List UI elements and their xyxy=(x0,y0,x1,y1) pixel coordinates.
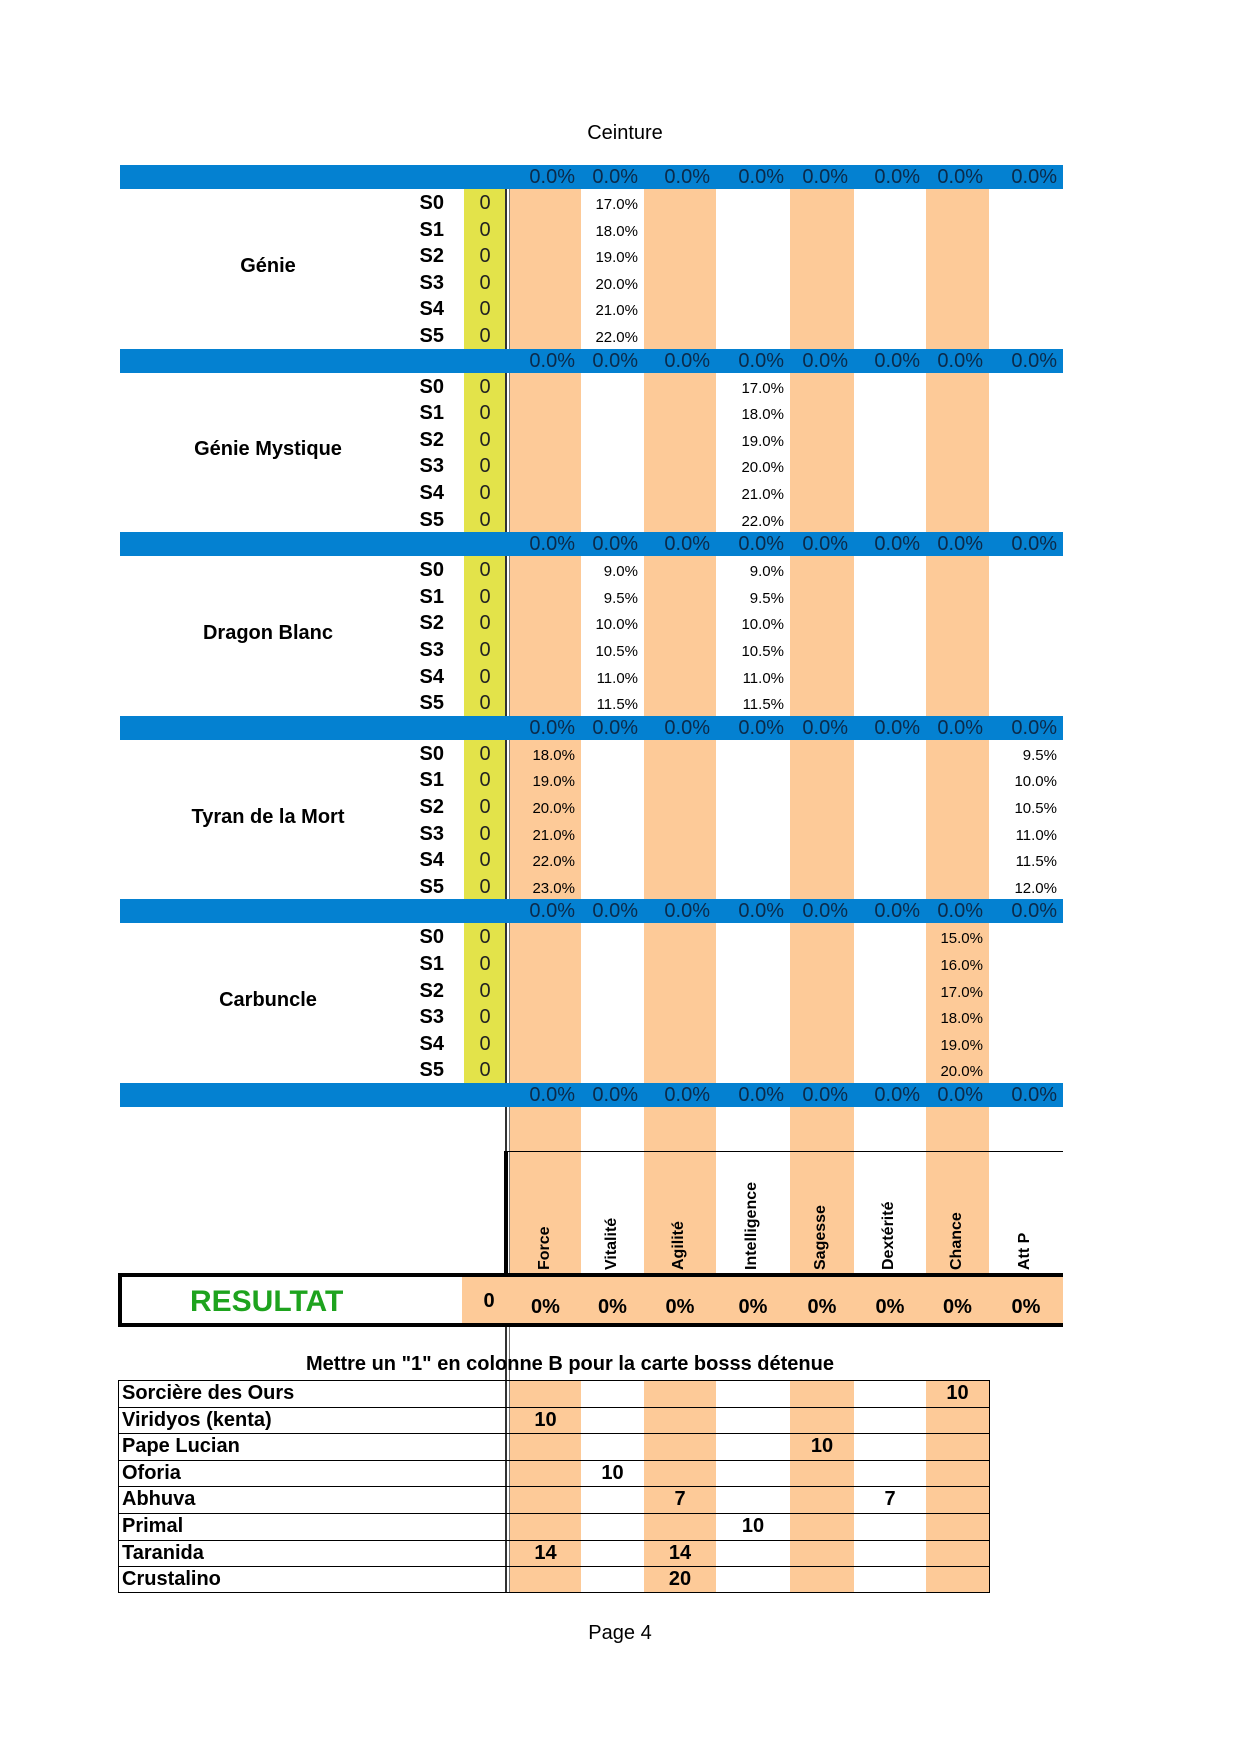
boss-bonus-dextérité: 7 xyxy=(884,1488,896,1511)
group-name: Dragon Blanc xyxy=(202,622,334,644)
band-value-chance: 0.0% xyxy=(937,900,983,923)
level-label: S1 xyxy=(419,218,444,241)
level-label: S3 xyxy=(419,271,444,294)
card-count-input[interactable]: 0 xyxy=(479,375,491,398)
header-top-line xyxy=(507,1151,1063,1152)
card-count-input[interactable]: 0 xyxy=(479,428,491,451)
result-value-vitalité: 0% xyxy=(598,1296,627,1318)
card-count-input[interactable]: 0 xyxy=(479,298,491,321)
band-value-vitalité: 0.0% xyxy=(592,533,638,556)
total-value-agilité: 0.0% xyxy=(664,1084,710,1106)
boss-row-divider xyxy=(118,1540,990,1541)
level-label: S3 xyxy=(419,455,444,478)
level-label: S5 xyxy=(419,1059,444,1082)
column-separator xyxy=(505,373,510,533)
column-header-intelligence: Intelligence xyxy=(743,1181,760,1270)
bonus-cell-chance: 20.0% xyxy=(940,1063,983,1081)
boss-row-divider xyxy=(118,1433,990,1434)
level-label: S5 xyxy=(419,875,444,898)
bonus-cell-vitalité: 22.0% xyxy=(595,329,638,346)
boss-bonus-force: 14 xyxy=(534,1541,557,1564)
bonus-cell-vitalité: 9.0% xyxy=(603,563,638,581)
card-count-input[interactable]: 0 xyxy=(479,192,491,214)
band-value-agilité: 0.0% xyxy=(664,533,710,556)
card-count-input[interactable]: 0 xyxy=(479,769,491,792)
result-value-agilité: 0% xyxy=(665,1296,695,1318)
boss-row-divider xyxy=(118,1513,990,1514)
result-label: RESULTAT xyxy=(190,1285,344,1318)
bonus-cell-att p: 11.5% xyxy=(1015,853,1057,871)
card-count-input[interactable]: 0 xyxy=(479,218,491,241)
level-label: S5 xyxy=(419,325,444,347)
bonus-cell-vitalité: 20.0% xyxy=(595,275,638,293)
band-value-chance: 0.0% xyxy=(937,533,983,556)
total-value-dextérité: 0.0% xyxy=(874,1084,920,1106)
band-value-dextérité: 0.0% xyxy=(874,716,920,739)
total-value-force: 0.0% xyxy=(529,1084,575,1106)
band-value-sagesse: 0.0% xyxy=(802,349,848,372)
boss-bonus-chance: 10 xyxy=(946,1382,969,1404)
result-value-chance: 0% xyxy=(943,1296,972,1318)
group-band xyxy=(120,165,1063,189)
bonus-cell-vitalité: 18.0% xyxy=(595,222,638,240)
band-value-agilité: 0.0% xyxy=(664,349,710,372)
total-value-intelligence: 0.0% xyxy=(738,1084,784,1106)
boss-bonus-agilité: 20 xyxy=(668,1568,692,1591)
card-count-input[interactable]: 0 xyxy=(479,979,491,1002)
column-separator xyxy=(505,923,510,1083)
band-value-force: 0.0% xyxy=(529,533,575,556)
boss-row-divider xyxy=(118,1486,990,1487)
column-header-agilité: Agilité xyxy=(670,1221,687,1270)
bonus-cell-intelligence: 20.0% xyxy=(741,459,784,477)
boss-row-divider xyxy=(118,1566,990,1567)
band-value-intelligence: 0.0% xyxy=(738,533,784,556)
total-value-att p: 0.0% xyxy=(1011,1084,1057,1106)
band-value-intelligence: 0.0% xyxy=(738,349,784,372)
card-count-input[interactable]: 0 xyxy=(479,455,491,478)
group-band xyxy=(120,899,1063,923)
level-label: S2 xyxy=(419,245,444,268)
band-value-att p: 0.0% xyxy=(1011,349,1057,372)
bonus-cell-force: 18.0% xyxy=(532,746,575,764)
level-label: S0 xyxy=(419,742,444,765)
boss-bonus-vitalité: 10 xyxy=(601,1461,624,1484)
boss-name: Pape Lucian xyxy=(122,1435,240,1458)
band-value-vitalité: 0.0% xyxy=(592,716,638,739)
card-count-input[interactable]: 0 xyxy=(479,926,491,949)
result-value-dextérité: 0% xyxy=(875,1296,905,1318)
band-value-dextérité: 0.0% xyxy=(874,166,920,188)
band-value-att p: 0.0% xyxy=(1011,716,1057,739)
bonus-cell-vitalité: 17.0% xyxy=(595,196,638,213)
bonus-cell-intelligence: 10.0% xyxy=(741,616,784,634)
band-value-intelligence: 0.0% xyxy=(738,166,784,188)
bonus-cell-intelligence: 17.0% xyxy=(741,379,784,397)
band-value-dextérité: 0.0% xyxy=(874,349,920,372)
boss-name: Crustalino xyxy=(122,1568,221,1591)
level-label: S3 xyxy=(419,639,444,661)
level-label: S5 xyxy=(419,692,444,715)
card-count-input[interactable]: 0 xyxy=(479,402,491,425)
bonus-cell-intelligence: 18.0% xyxy=(741,406,784,424)
boss-bonus-agilité: 14 xyxy=(668,1541,692,1564)
group-name: Tyran de la Mort xyxy=(191,805,345,828)
bonus-cell-intelligence: 21.0% xyxy=(741,486,784,503)
result-count: 0 xyxy=(483,1290,495,1312)
band-value-intelligence: 0.0% xyxy=(738,900,784,923)
level-label: S1 xyxy=(419,953,444,975)
boss-row-divider xyxy=(118,1407,990,1408)
card-count-input[interactable]: 0 xyxy=(479,1059,491,1082)
page-title: Ceinture xyxy=(587,122,663,144)
card-count-input[interactable]: 0 xyxy=(479,1032,491,1055)
band-value-agilité: 0.0% xyxy=(664,716,710,739)
card-count-input[interactable]: 0 xyxy=(479,245,491,268)
card-count-input[interactable]: 0 xyxy=(479,1006,491,1029)
level-label: S1 xyxy=(419,769,444,792)
band-value-chance: 0.0% xyxy=(937,349,983,372)
group-band xyxy=(120,716,1063,740)
card-count-input[interactable]: 0 xyxy=(479,482,491,504)
band-value-force: 0.0% xyxy=(529,349,575,372)
band-value-dextérité: 0.0% xyxy=(874,533,920,556)
bonus-cell-att p: 10.0% xyxy=(1014,773,1057,791)
card-count-input[interactable]: 0 xyxy=(479,639,491,661)
band-value-chance: 0.0% xyxy=(937,166,983,188)
bonus-cell-vitalité: 9.5% xyxy=(603,589,638,607)
card-count-input[interactable]: 0 xyxy=(479,325,491,347)
result-value-sagesse: 0% xyxy=(807,1296,837,1318)
card-count-input[interactable]: 0 xyxy=(479,742,491,765)
boss-name: Sorcière des Ours xyxy=(122,1382,295,1404)
column-header-dextérité: Dextérité xyxy=(880,1201,897,1270)
level-label: S2 xyxy=(419,979,444,1002)
column-separator xyxy=(505,189,510,349)
group-name: Génie Mystique xyxy=(194,438,342,461)
column-separator xyxy=(505,556,510,716)
band-value-agilité: 0.0% xyxy=(664,166,710,188)
boss-bonus-force: 10 xyxy=(534,1408,557,1431)
bonus-cell-intelligence: 10.5% xyxy=(741,643,784,660)
band-value-vitalité: 0.0% xyxy=(592,349,638,372)
band-value-intelligence: 0.0% xyxy=(738,716,784,739)
bonus-cell-intelligence: 19.0% xyxy=(741,432,784,450)
result-value-intelligence: 0% xyxy=(738,1296,768,1318)
level-label: S3 xyxy=(419,822,444,845)
column-stripe-sagesse xyxy=(790,165,854,1323)
level-label: S0 xyxy=(419,192,444,214)
level-label: S4 xyxy=(419,482,444,504)
card-count-input[interactable]: 0 xyxy=(479,796,491,818)
bonus-cell-att p: 10.5% xyxy=(1014,800,1057,817)
group-band xyxy=(120,532,1063,556)
band-value-sagesse: 0.0% xyxy=(802,166,848,188)
bonus-cell-chance: 19.0% xyxy=(940,1036,983,1054)
bonus-cell-att p: 12.0% xyxy=(1014,879,1057,897)
column-stripe-agilité xyxy=(644,165,716,1323)
boss-name: Abhuva xyxy=(122,1488,196,1511)
boss-row-divider xyxy=(118,1460,990,1461)
bonus-cell-chance: 16.0% xyxy=(940,957,983,974)
level-label: S1 xyxy=(419,402,444,425)
bonus-cell-vitalité: 19.0% xyxy=(595,249,638,267)
bonus-cell-intelligence: 9.5% xyxy=(749,589,784,607)
boss-bonus-agilité: 7 xyxy=(674,1488,686,1511)
card-count-input[interactable]: 0 xyxy=(479,692,491,715)
boss-name: Taranida xyxy=(122,1541,204,1564)
bonus-cell-intelligence: 11.0% xyxy=(742,669,784,687)
card-count-input[interactable]: 0 xyxy=(479,508,491,531)
level-label: S3 xyxy=(419,1006,444,1029)
instruction-text: Mettre un "1" en colonne B pour la carte bosss détenue xyxy=(306,1353,834,1375)
bonus-cell-vitalité: 10.0% xyxy=(595,616,638,634)
card-count-input[interactable]: 0 xyxy=(479,953,491,975)
column-header-att p: Att P xyxy=(1016,1232,1033,1270)
boss-name: Viridyos (kenta) xyxy=(122,1408,272,1431)
bonus-cell-intelligence: 22.0% xyxy=(741,512,784,530)
level-label: S1 xyxy=(419,585,444,608)
column-stripe-chance xyxy=(926,165,989,1323)
level-label: S5 xyxy=(419,508,444,531)
level-label: S0 xyxy=(419,375,444,398)
boss-name: Oforia xyxy=(122,1461,181,1484)
bonus-cell-vitalité: 11.0% xyxy=(596,669,638,687)
column-header-vitalité: Vitalité xyxy=(602,1217,620,1270)
level-label: S4 xyxy=(419,849,444,872)
band-value-vitalité: 0.0% xyxy=(592,900,638,923)
bonus-cell-chance: 17.0% xyxy=(940,983,983,1001)
band-value-dextérité: 0.0% xyxy=(874,900,920,923)
bonus-cell-force: 23.0% xyxy=(532,879,575,897)
card-count-input[interactable]: 0 xyxy=(479,875,491,898)
level-label: S0 xyxy=(419,926,444,949)
card-count-input[interactable]: 0 xyxy=(479,271,491,294)
bonus-cell-force: 22.0% xyxy=(532,853,575,871)
result-bottom-border xyxy=(118,1323,1063,1327)
band-value-force: 0.0% xyxy=(529,900,575,923)
page-number: Page 4 xyxy=(588,1622,652,1644)
result-value-force: 0% xyxy=(531,1296,560,1318)
boss-name: Primal xyxy=(122,1515,184,1537)
card-count-input[interactable]: 0 xyxy=(479,585,491,608)
boss-bonus-sagesse: 10 xyxy=(810,1435,834,1458)
boss-bonus-intelligence: 10 xyxy=(741,1515,765,1537)
band-value-att p: 0.0% xyxy=(1011,166,1057,188)
bonus-cell-att p: 9.5% xyxy=(1022,746,1057,764)
bonus-cell-force: 21.0% xyxy=(532,826,575,844)
band-value-force: 0.0% xyxy=(529,166,575,188)
band-value-att p: 0.0% xyxy=(1011,900,1057,923)
card-count-input[interactable]: 0 xyxy=(479,612,491,635)
band-value-sagesse: 0.0% xyxy=(802,900,848,923)
level-label: S4 xyxy=(419,665,444,688)
column-header-sagesse: Sagesse xyxy=(812,1205,829,1270)
totals-band xyxy=(120,1083,1063,1107)
bonus-cell-chance: 18.0% xyxy=(940,1010,983,1028)
total-value-chance: 0.0% xyxy=(937,1084,983,1106)
band-value-sagesse: 0.0% xyxy=(802,533,848,556)
column-stripe-force xyxy=(510,165,581,1323)
bonus-cell-force: 20.0% xyxy=(532,800,575,817)
bonus-cell-att p: 11.0% xyxy=(1015,826,1057,844)
column-header-chance: Chance xyxy=(947,1212,965,1270)
card-count-input[interactable]: 0 xyxy=(479,559,491,582)
group-name: Génie xyxy=(240,254,296,277)
bonus-cell-force: 19.0% xyxy=(532,773,575,791)
bonus-cell-chance: 15.0% xyxy=(940,930,983,948)
band-value-att p: 0.0% xyxy=(1011,533,1057,556)
card-count-input[interactable]: 0 xyxy=(479,665,491,688)
group-name: Carbuncle xyxy=(219,989,317,1012)
column-header-force: Force xyxy=(535,1226,553,1270)
bonus-cell-intelligence: 9.0% xyxy=(749,563,784,581)
level-label: S2 xyxy=(419,612,444,635)
level-label: S0 xyxy=(419,559,444,582)
card-count-input[interactable]: 0 xyxy=(479,849,491,872)
level-label: S2 xyxy=(419,796,444,818)
header-left-line xyxy=(504,1151,508,1273)
total-value-vitalité: 0.0% xyxy=(592,1084,638,1106)
band-value-chance: 0.0% xyxy=(937,716,983,739)
band-value-force: 0.0% xyxy=(529,716,575,739)
bonus-cell-vitalité: 21.0% xyxy=(595,302,638,320)
bonus-cell-intelligence: 11.5% xyxy=(742,696,784,714)
level-label: S4 xyxy=(419,1032,444,1055)
bonus-cell-vitalité: 11.5% xyxy=(596,696,638,714)
band-value-agilité: 0.0% xyxy=(664,900,710,923)
band-value-sagesse: 0.0% xyxy=(802,716,848,739)
level-label: S2 xyxy=(419,428,444,451)
bonus-cell-vitalité: 10.5% xyxy=(595,643,638,660)
level-label: S4 xyxy=(419,298,444,321)
result-value-att p: 0% xyxy=(1011,1296,1041,1318)
card-count-input[interactable]: 0 xyxy=(479,822,491,845)
total-value-sagesse: 0.0% xyxy=(802,1084,848,1106)
group-band xyxy=(120,349,1063,373)
band-value-vitalité: 0.0% xyxy=(592,166,638,188)
